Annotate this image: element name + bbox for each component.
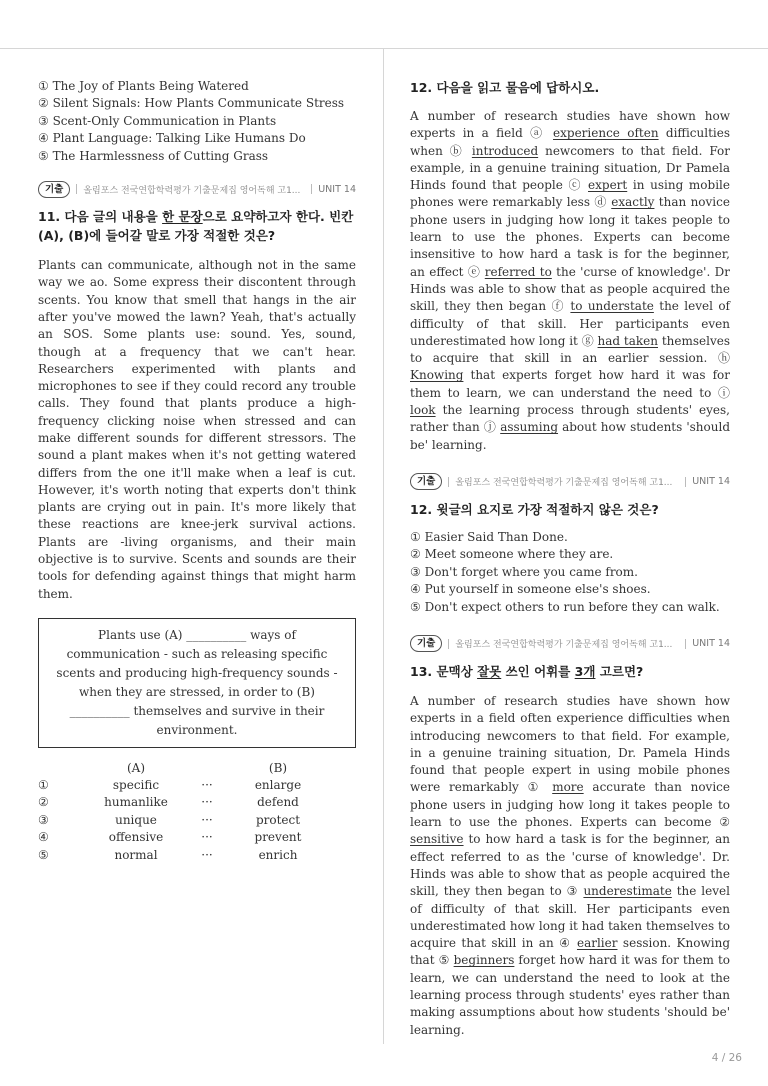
source-label: 올림포스 전국연합학력평가 기출문제집 영어독해 고1... xyxy=(455,478,673,489)
col-b-header: (B) xyxy=(268,760,288,775)
answer-number[interactable]: ① xyxy=(38,778,49,793)
q11-source-bar xyxy=(38,179,356,199)
answer-number[interactable]: ⑤ xyxy=(38,847,49,862)
q11-title xyxy=(38,207,356,245)
marker: ⓙ xyxy=(483,420,497,435)
underlined-word: Knowing xyxy=(410,368,464,383)
unit-label xyxy=(305,184,356,195)
marker: ⓒ xyxy=(568,178,583,193)
tag-badge: 기출 xyxy=(38,181,70,198)
answer-row[interactable] xyxy=(38,811,338,828)
answer-a: specific xyxy=(112,778,160,793)
text-run: to how hard a task is for the beginner, an effect referred to as the 'curse of knowledge'. Dr. Hinds was able to show that as people acquired the skill, they then began to xyxy=(410,832,730,899)
separator xyxy=(685,639,686,649)
answer-a: humanlike xyxy=(104,795,168,810)
space xyxy=(543,780,552,794)
marker: ⓗ xyxy=(717,351,730,366)
answer-b: protect xyxy=(255,812,301,827)
unit-text: UNIT 14 xyxy=(692,476,730,488)
unit-text: UNIT 14 xyxy=(692,638,730,650)
underlined-word: introduced xyxy=(471,143,539,158)
prev-question-options xyxy=(38,78,356,165)
right-column xyxy=(410,78,730,1039)
title-part: 11. 다음 글의 내용을 xyxy=(38,209,163,225)
underlined-word: look xyxy=(410,403,436,418)
underlined-word: sensitive xyxy=(410,832,464,847)
answer-a: normal xyxy=(114,847,158,862)
q12-passage xyxy=(410,108,730,454)
answer-row[interactable] xyxy=(38,794,338,811)
text-run: session. Knowing that xyxy=(410,936,730,968)
answer-dots: ··· xyxy=(201,795,213,810)
source-label: 올림포스 전국연합학력평가 기출문제집 영어독해 고1... xyxy=(83,185,301,196)
answer-a: offensive xyxy=(108,830,164,845)
underlined-word: to understate xyxy=(570,299,654,314)
title-part: 쓰인 어휘를 xyxy=(501,663,575,679)
text-run: in using mobile phones were remarkably less xyxy=(410,178,730,210)
marker: ⓑ xyxy=(449,143,465,158)
marker: ⓖ xyxy=(581,333,594,348)
left-column xyxy=(38,78,356,863)
text-run: the 'curse of knowledge'. Dr Hinds was able to show that as people acquired the skill, they then began xyxy=(410,264,730,314)
title-part: 13. 문맥상 xyxy=(410,663,478,679)
separator xyxy=(448,639,449,649)
marker: ④ xyxy=(559,936,572,951)
text-run: the learning process through students' eyes, rather than xyxy=(410,403,730,435)
answer-b: defend xyxy=(257,795,299,810)
underlined-word: assuming xyxy=(500,420,559,435)
underlined-word: experience often xyxy=(553,126,659,141)
q13-source-bar xyxy=(410,634,730,654)
source-label: 올림포스 전국연합학력평가 기출문제집 영어독해 고1... xyxy=(455,640,673,651)
option-item[interactable]: ③ Scent-Only Communication in Plants xyxy=(38,113,277,128)
separator xyxy=(311,184,312,194)
text-run: difficulties when xyxy=(410,126,730,158)
space xyxy=(546,126,553,140)
column-divider xyxy=(383,49,384,1044)
text-run: themselves to acquire that skill in an earlier session. xyxy=(410,333,730,366)
text-run: A number of research studies have shown how experts in a field often experience difficulties when introducing newcomers to that field. For example, in a genuine training situation, Dr. Pamela Hinds found that people expert in using mobile phones were remarkably xyxy=(410,693,730,795)
answer-dots: ··· xyxy=(201,812,213,827)
option-item[interactable]: ④ Put yourself in someone else's shoes. xyxy=(410,582,651,597)
q11-summary-box: Plants use (A) __________ ways of communication - such as releasing specific scents and producing high-frequency sounds - when they are stressed, in order to (B) __________ themselves and survive in their environment. xyxy=(38,618,356,748)
tag-badge: 기출 xyxy=(410,635,442,652)
marker: ② xyxy=(719,815,730,830)
marker: ⓔ xyxy=(467,264,481,279)
marker: ① xyxy=(527,780,544,795)
marker: ⓐ xyxy=(530,126,546,141)
text-run: that experts forget how hard it was for them to learn, we can understand the need to xyxy=(410,368,730,400)
underlined-word: underestimate xyxy=(583,884,672,899)
underlined-word: expert xyxy=(588,178,628,193)
answer-dots: ··· xyxy=(201,830,213,845)
q11-passage: Plants can communicate, although not in the same way we ao. Some express their discontent through scents. You know that smell that hangs in the air after you've mowed the lawn? Yeah, that's actually an SOS. Some plants use: sound. Yes, sound, though at a frequency that we can't hear. Researchers experimented with plants and microphones to see if they could record any trouble calls. They found that plants produce a high-frequency clicking noise when stressed and can make different sounds for different stressors. The sound a plant makes when it's not getting watered differs from the one it'll make when a leaf is cut. However, it's worth noting that experts don't think plants are crying out in pain. It's more likely that these reactions are knee-jerk survival actions. Plants are -living organisms, and their main objective is to survive. Scents and sounds are their tools for defending against things that might harm them. xyxy=(38,258,356,601)
underlined-word: exactly xyxy=(611,195,655,210)
answer-row[interactable] xyxy=(38,846,338,863)
header-rule xyxy=(0,48,768,49)
option-item[interactable]: ④ Plant Language: Talking Like Humans Do xyxy=(38,131,306,146)
separator xyxy=(76,184,77,194)
title-part: 고르면? xyxy=(595,663,644,679)
option-item[interactable]: ① Easier Said Than Done. xyxy=(410,529,568,544)
marker: ③ xyxy=(566,884,579,899)
text-run: about how students 'should be' learning. xyxy=(410,420,730,452)
title-part: 으로 요약하고자 한다. 빈칸 (A), (B)에 들어갈 말로 가장 적절한 것은? xyxy=(38,209,354,244)
col-a-header: (A) xyxy=(126,760,146,775)
answer-dots: ··· xyxy=(201,778,213,793)
unit-label xyxy=(679,638,730,649)
underlined-word: more xyxy=(552,780,584,795)
answer-a: unique xyxy=(115,812,157,827)
space xyxy=(465,144,472,158)
q12b-title: 12. 윗글의 요지로 가장 적절하지 않은 것은? xyxy=(410,501,659,517)
answer-header-row xyxy=(38,759,338,776)
option-item[interactable]: ① The Joy of Plants Being Watered xyxy=(38,79,249,93)
marker: ⓕ xyxy=(551,299,566,314)
option-item[interactable]: ② Silent Signals: How Plants Communicate Stress xyxy=(38,96,345,111)
separator xyxy=(685,477,686,487)
answer-dots: ··· xyxy=(201,847,213,862)
underlined-word: earlier xyxy=(576,936,618,951)
q12-title: 12. 다음을 읽고 물음에 답하시오. xyxy=(410,80,600,95)
unit-label xyxy=(679,476,730,487)
q11-answer-table xyxy=(38,759,338,863)
answer-row[interactable] xyxy=(38,829,338,846)
option-item[interactable]: ⑤ Don't expect others to run before they can walk. xyxy=(410,599,720,614)
title-underlined: 잘못 xyxy=(477,663,502,679)
marker: ⓓ xyxy=(594,195,607,210)
text-run: the level of difficulty of that skill. Her participants even underestimated how long it xyxy=(410,299,730,348)
underlined-word: referred to xyxy=(484,264,552,279)
underlined-word: beginners xyxy=(453,953,515,968)
text-run: forget how hard it was for them to learn, we can understand the need to look at the learning process through students' eyes rather than making assumptions about how students 'should be' learning. xyxy=(410,953,730,1037)
q12b-options xyxy=(410,529,730,616)
text-run: A number of research studies have shown how experts in a field xyxy=(410,109,730,141)
answer-number[interactable]: ④ xyxy=(38,830,49,845)
answer-number[interactable]: ② xyxy=(38,795,49,810)
answer-b: enrich xyxy=(258,847,298,862)
marker: ⑤ xyxy=(438,953,450,968)
q13-title xyxy=(410,662,730,681)
answer-b: prevent xyxy=(254,830,302,845)
answer-b: enlarge xyxy=(254,778,302,793)
option-item[interactable]: ③ Don't forget where you came from. xyxy=(410,564,638,579)
title-underlined: 한 문장 xyxy=(162,209,203,225)
q13-passage xyxy=(410,693,730,1039)
tag-badge: 기출 xyxy=(410,473,442,490)
unit-text: UNIT 14 xyxy=(318,183,356,195)
title-underlined: 3개 xyxy=(574,663,596,679)
option-item[interactable]: ⑤ The Harmlessness of Cutting Grass xyxy=(38,148,269,163)
text-run: the level of difficulty of that skill. Her participants even underestimated how long it had taken themselves to acquire that skill in an xyxy=(410,884,730,951)
separator xyxy=(448,477,449,487)
text-run: accurate than novice phone users in judging how long it takes people to learn to use the phones. Experts can become xyxy=(410,780,730,830)
answer-row[interactable] xyxy=(38,776,338,793)
option-item[interactable]: ② Meet someone where they are. xyxy=(410,547,614,562)
page-number: 4 / 26 xyxy=(711,1052,742,1064)
q12b-source-bar xyxy=(410,472,730,492)
answer-number[interactable]: ③ xyxy=(38,812,49,827)
underlined-word: had taken xyxy=(597,333,658,348)
text-run: than novice phone users in judging how long it takes people to learn to use the phones. Experts can become insensitive to how hard a task is for the beginner, an effect xyxy=(410,195,730,279)
marker: ⓘ xyxy=(717,385,730,400)
text-run: newcomers to that field. For example, in a genuine training situation, Dr Pamela Hinds found that people xyxy=(410,143,730,193)
